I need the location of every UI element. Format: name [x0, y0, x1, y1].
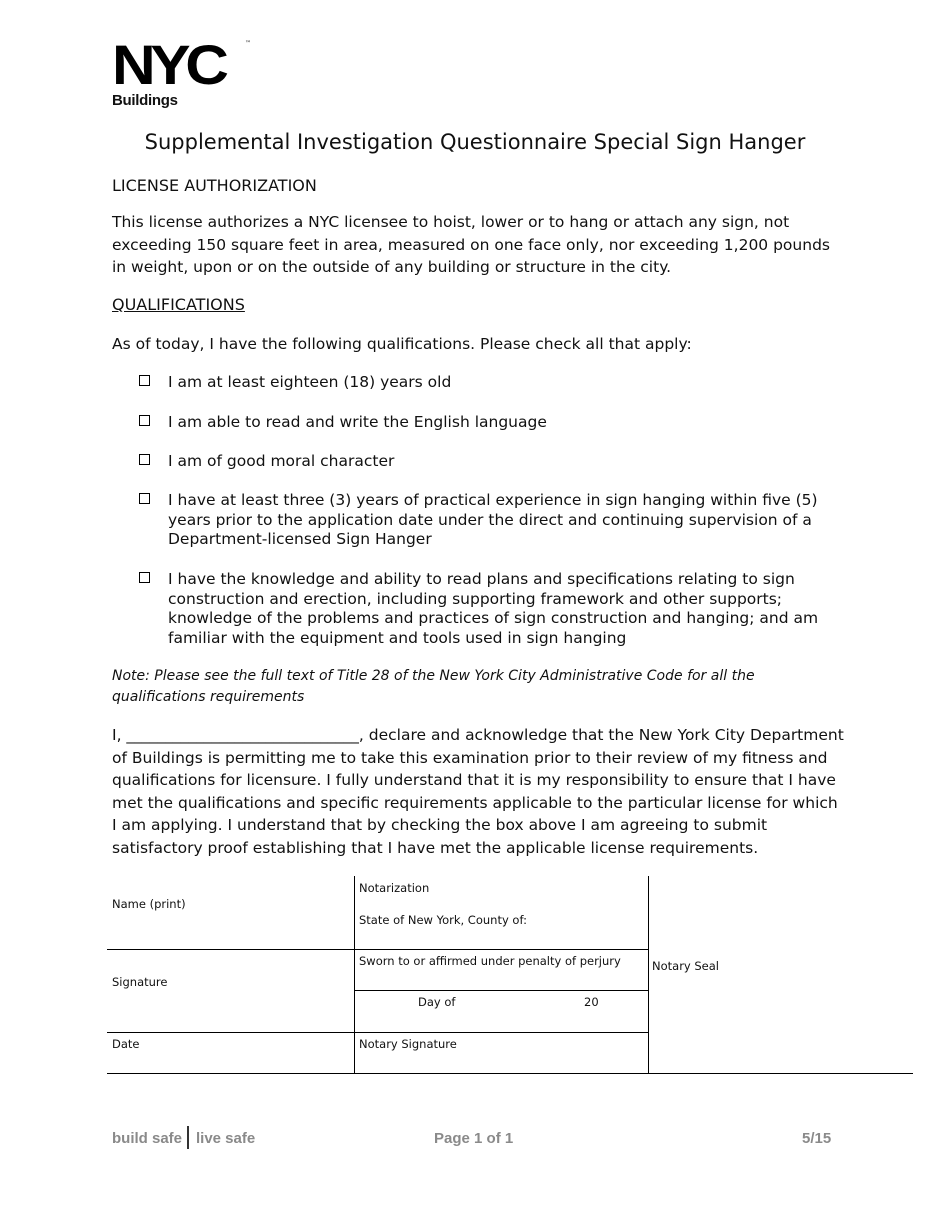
table-divider: [354, 990, 649, 991]
qualification-checkbox-english[interactable]: [139, 415, 150, 426]
table-divider: [354, 876, 355, 1074]
qualification-checkbox-moral-character[interactable]: [139, 454, 150, 465]
qualification-label: I have at least three (3) years of practical experience in sign hanging within five (5) years prior to the application date under the direct and continuing supervision of a Department-licensed Sign Hanger: [168, 491, 818, 548]
table-divider: [107, 1073, 913, 1074]
license-text: This license authorizes a NYC licensee to hoist, lower or to hang or attach any sign, not exceeding 150 square feet in area, measured on one face only, nor exceeding 1,200 pounds in weight, upon or on the outside of any building or structure in the city.: [112, 213, 830, 276]
signature-field[interactable]: Signature: [112, 975, 168, 989]
table-divider: [107, 949, 649, 950]
footer-build-safe: build safe: [112, 1130, 183, 1147]
notary-signature-field[interactable]: Notary Signature: [359, 1037, 457, 1051]
name-print-field[interactable]: Name (print): [112, 897, 186, 911]
state-county-field[interactable]: State of New York, County of:: [359, 913, 527, 927]
qualification-checkbox-experience[interactable]: [139, 493, 150, 504]
qualification-label: I am at least eighteen (18) years old: [168, 373, 452, 391]
logo-buildings-text: Buildings: [112, 92, 178, 109]
notarization-label: Notarization: [359, 881, 430, 895]
logo-trademark: ™: [245, 40, 251, 47]
qualification-checkbox-age[interactable]: [139, 375, 150, 386]
nyc-buildings-logo: [112, 33, 252, 112]
year-field[interactable]: 20: [584, 995, 599, 1009]
footer-separator: [187, 1126, 189, 1149]
table-divider: [107, 1032, 649, 1033]
qualifications-heading: QUALIFICATIONS: [112, 295, 245, 314]
logo-nyc-text: NYC: [112, 33, 224, 96]
notary-seal-area: Notary Seal: [652, 959, 720, 973]
footer-page-number: Page 1 of 1: [434, 1130, 514, 1147]
table-divider: [648, 876, 649, 1074]
declaration-text: I, ______________________________, declare and acknowledge that the New York City Department of Buildings is permitting me to take this examination prior to their review of my fitness and qualifications for licensure. I fully understand that it is my responsibility to ensure that I have met the qualifications and specific requirements applicable to the particular license for which I am applying. I understand that by checking the box above I am agreeing to submit satisfactory proof establishing that I have met the applicable license requirements.: [112, 726, 844, 857]
qualification-label: I am able to read and write the English language: [168, 413, 547, 431]
footer-version-date: 5/15: [802, 1130, 832, 1147]
sworn-label: Sworn to or affirmed under penalty of perjury: [359, 954, 621, 968]
qualification-label: I am of good moral character: [168, 452, 395, 470]
qualification-checkbox-knowledge[interactable]: [139, 572, 150, 583]
qualifications-note: Note: Please see the full text of Title 28 of the New York City Administrative Code for all the qualifications requirements: [112, 668, 755, 705]
footer-live-safe: live safe: [196, 1130, 256, 1147]
license-heading: LICENSE AUTHORIZATION: [112, 176, 317, 195]
qualification-label: I have the knowledge and ability to read plans and specifications relating to sign construction and erection, including supporting framework and other supports; knowledge of the problems and practices of sign construction and hanging; and am familiar with the equipment and tools used in sign hanging: [168, 570, 819, 647]
qualifications-intro: As of today, I have the following qualifications. Please check all that apply:: [112, 335, 692, 353]
page-title: Supplemental Investigation Questionnaire Special Sign Hanger: [144, 130, 806, 154]
date-field[interactable]: Date: [112, 1037, 140, 1051]
day-of-field[interactable]: Day of: [418, 995, 456, 1009]
